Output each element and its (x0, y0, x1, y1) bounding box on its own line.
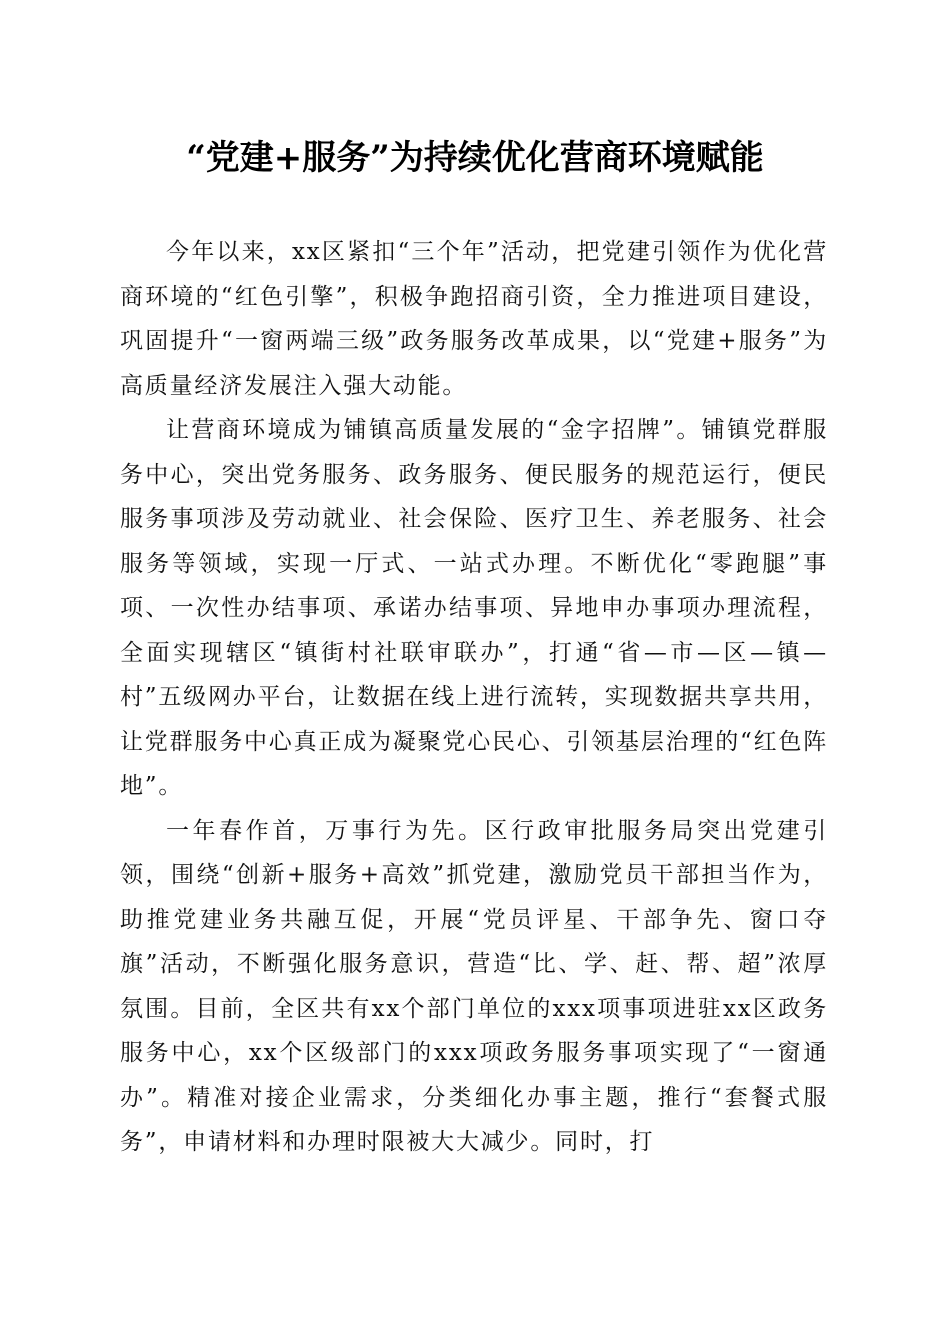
paragraph: 让营商环境成为铺镇高质量发展的“金字招牌”。铺镇党群服务中心，突出党务服务、政务服务、便民服务的规范运行，便民服务事项涉及劳动就业、社会保险、医疗卫生、养老服务、社会服务等领域，实现一厅式、一站式办理。不断优化“零跑腿”事项、一次性办结事项、承诺办结事项、异地申办事项办理流程，全面实现辖区“镇街村社联审联办”，打通“省—市—区—镇—村”五级网办平台，让数据在线上进行流转，实现数据共享共用，让党群服务中心真正成为凝聚党心民心、引领基层治理的“红色阵地”。 (120, 417, 828, 799)
paragraph: 今年以来，xx区紧扣“三个年”活动，把党建引领作为优化营商环境的“红色引擎”，积极争跑招商引资，全力推进项目建设，巩固提升“一窗两端三级”政务服务改革成果，以“党建+服务”为高质量经济发展注入强大动能。 (120, 239, 828, 399)
document-title: “党建+服务”为持续优化营商环境赋能 (186, 138, 764, 178)
paragraph: 一年春作首，万事行为先。区行政审批服务局突出党建引领，围绕“创新+服务+高效”抓党建，激励党员干部担当作为，助推党建业务共融互促，开展“党员评星、干部争先、窗口夺旗”活动，不断强化服务意识，营造“比、学、赶、帮、超”浓厚氛围。目前，全区共有xx个部门单位的xxx项事项进驻xx区政务服务中心，xx个区级部门的xxx项政务服务事项实现了“一窗通办”。精准对接企业需求，分类细化办事主题，推行“套餐式服务”，申请材料和办理时限被大大减少。同时，打 (120, 817, 828, 1155)
document-body (120, 230, 828, 1165)
